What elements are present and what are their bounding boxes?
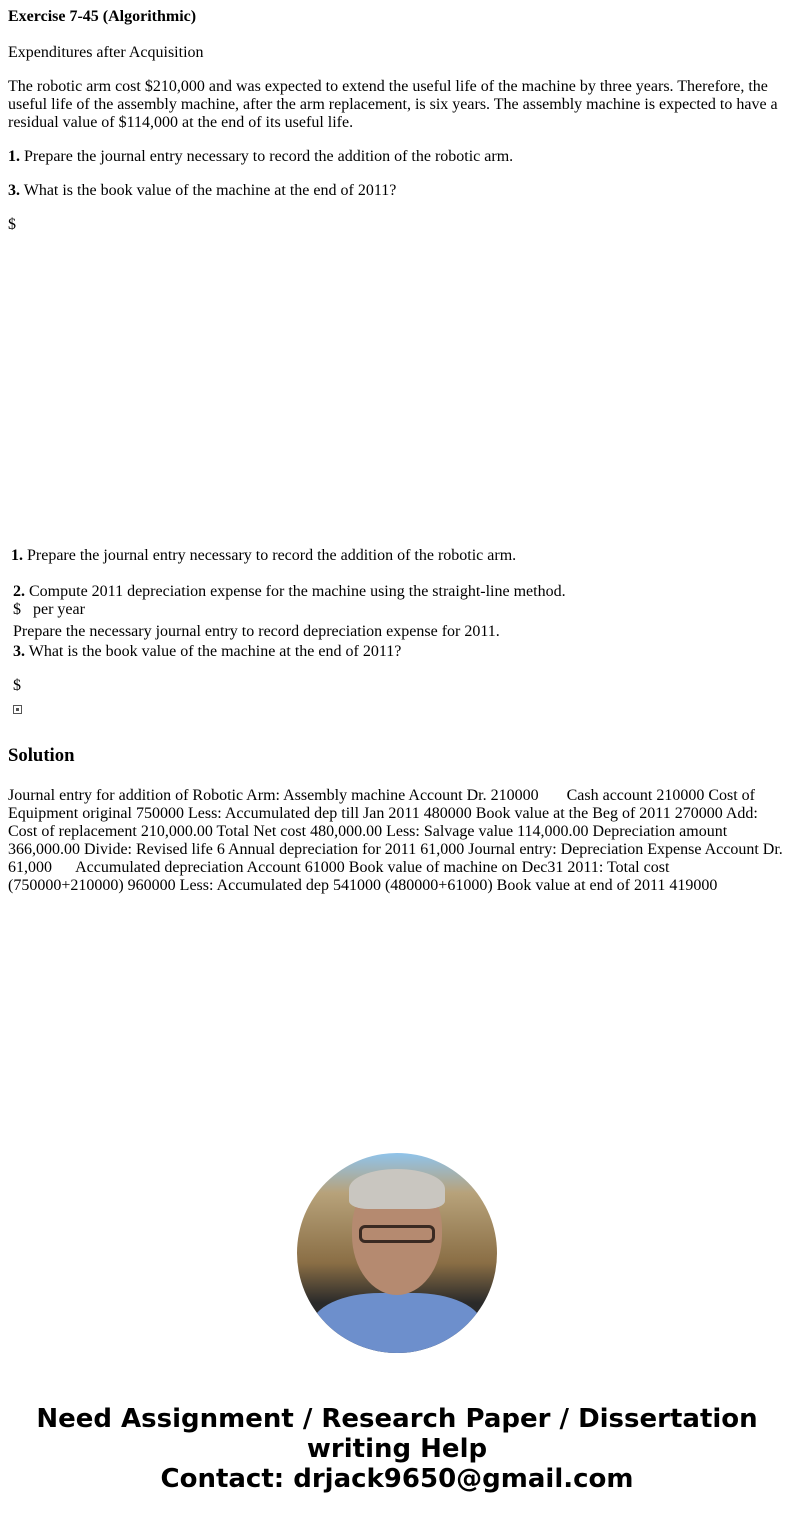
banner-line-1: Need Assignment / Research Paper / Dissertation [36,1404,758,1434]
banner-contact-email: Contact: drjack9650@gmail.com [160,1464,634,1494]
question-3: 3. What is the book value of the machine at the end of 2011? [8,182,397,199]
repeat-question-2b: Prepare the necessary journal entry to record depreciation expense for 2011. [13,623,500,640]
solution-heading: Solution [8,745,75,766]
contact-banner [0,1404,794,1494]
broken-image-icon [13,701,786,719]
answer-dollar: $ [8,216,16,233]
repeat-answer-dollar: $ [13,677,21,694]
exercise-title: Exercise 7-45 (Algorithmic) [8,8,197,25]
repeat-question-2: 2. Compute 2011 depreciation expense for the machine using the straight-line method. [13,583,566,600]
per-year-answer: $ per year [13,601,85,618]
banner-line-2: writing Help [306,1434,488,1464]
repeat-question-1: 1. Prepare the journal entry necessary to record the addition of the robotic arm. [11,547,517,564]
tutor-avatar [297,1153,497,1353]
problem-paragraph: The robotic arm cost $210,000 and was expected to extend the useful life of the machine by three years. Therefore, the useful life of the assembly machine, after the arm replacement, is six years. The assembly machine is expected to have a residual value of $114,000 at the end of its useful life. [8,78,778,131]
question-1: 1. Prepare the journal entry necessary to record the addition of the robotic arm. [8,148,514,165]
exercise-subtitle: Expenditures after Acquisition [8,44,204,61]
repeat-question-3: 3. What is the book value of the machine at the end of 2011? [13,643,402,660]
solution-text: Journal entry for addition of Robotic Arm: Assembly machine Account Dr. 210000 Cash account 210000 Cost of Equipment original 750000 Less: Accumulated dep till Jan 2011 480000 Book value at the Beg of 2011 270000 Add: Cost of replacement 210,000.00 Total Net cost 480,000.00 Less: Salvage value 114,000.00 Depreciation amount 366,000.00 Divide: Revised life 6 Annual depreciation for 2011 61,000 Journal entry: Depreciation Expense Account Dr. 61,000 Accumulated depreciation Account 61000 Book value of machine on Dec31 2011: Total cost (750000+210000) 960000 Less: Accumulated dep 541000 (480000+61000) Book value at end of 2011 419000 [8,787,787,894]
